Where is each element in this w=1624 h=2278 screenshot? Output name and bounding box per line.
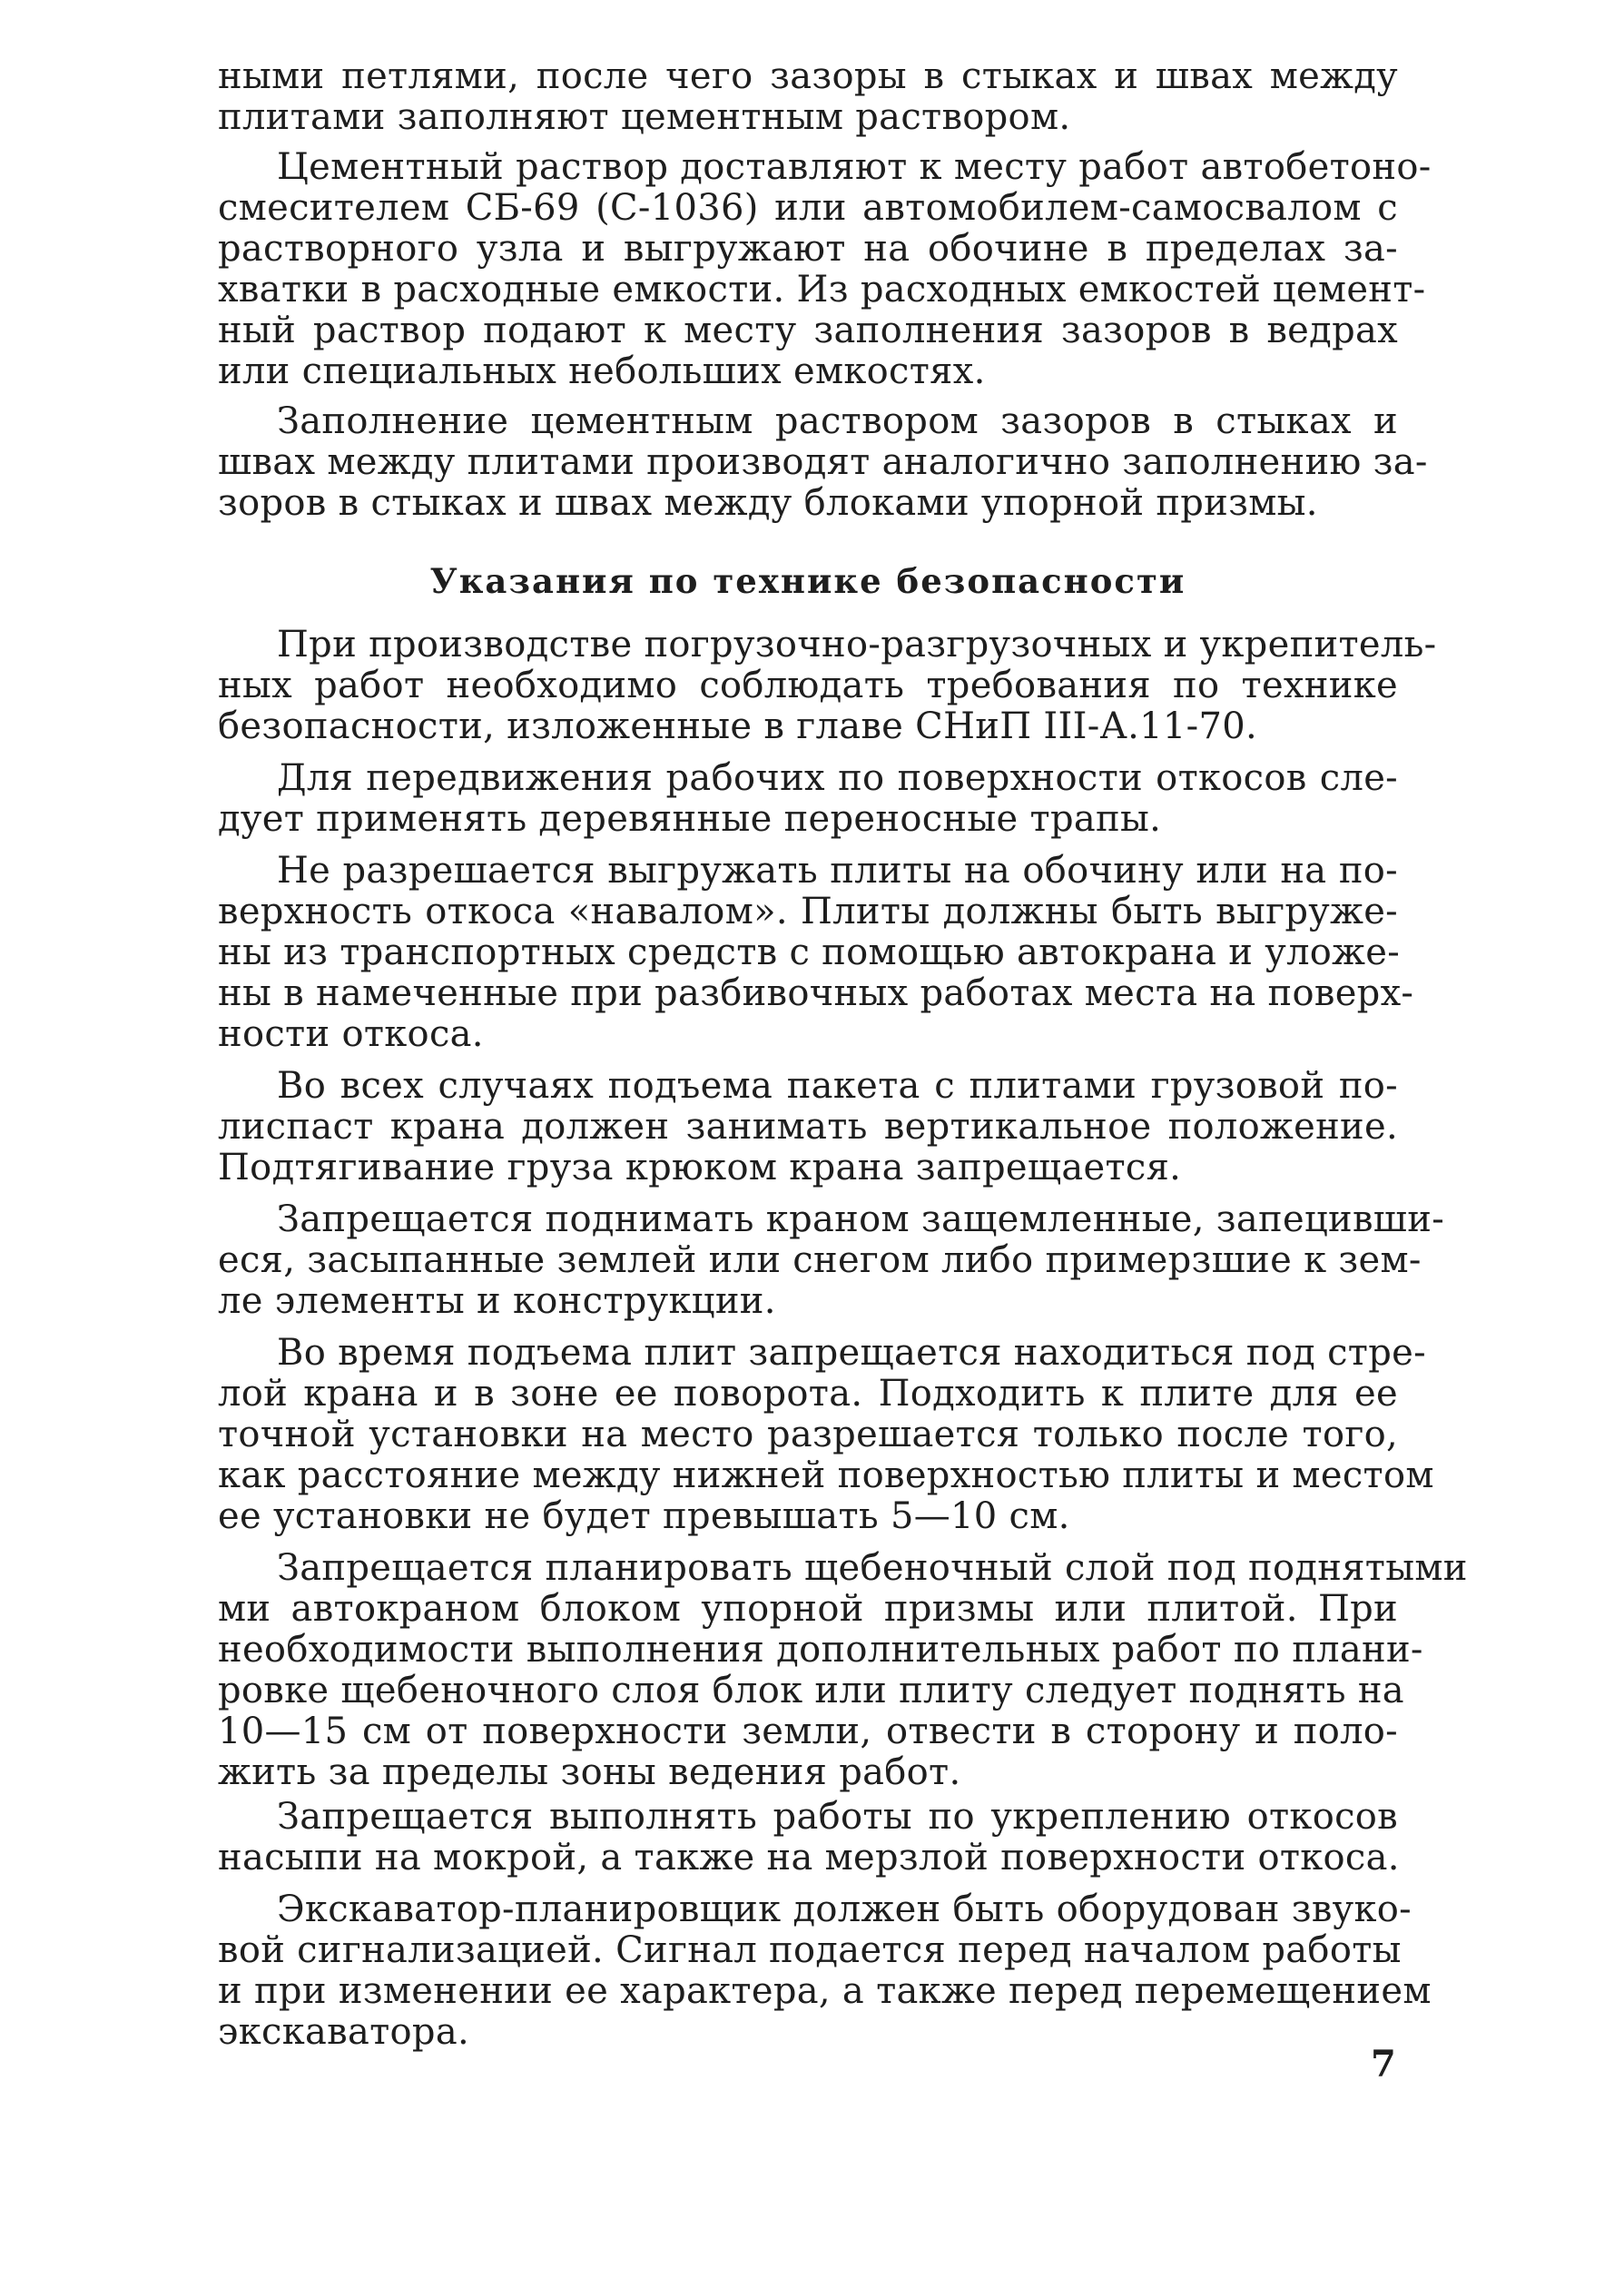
text-line: 10—15 см от поверхности земли, отвести в сторону и поло- bbox=[218, 1711, 1398, 1752]
paragraph bbox=[218, 1332, 1434, 1537]
text-line: и при изменении ее характера, а также перед перемещением bbox=[218, 1970, 1432, 2012]
text-line: дует применять деревянные переносные трапы. bbox=[218, 798, 1162, 840]
text-line: Для передвижения рабочих по поверхности откосов сле- bbox=[277, 757, 1398, 799]
text-line: безопасности, изложенные в главе СНиП III-А.11-70. bbox=[218, 705, 1257, 747]
text-line: верхность откоса «навалом». Плиты должны быть выгруже- bbox=[218, 891, 1398, 932]
text-line: При производстве погрузочно-разгрузочных и укрепитель- bbox=[277, 624, 1437, 666]
text-line: ее установки не будет превышать 5—10 см. bbox=[218, 1495, 1070, 1537]
intro-block bbox=[218, 55, 1432, 524]
text-line: точной установки на место разрешается только после того, bbox=[218, 1414, 1398, 1455]
text-line: лиспаст крана должен занимать вертикальное положение. bbox=[218, 1106, 1398, 1148]
text-line: жить за пределы зоны ведения работ. bbox=[218, 1751, 961, 1793]
text-line: Во всех случаях подъема пакета с плитами грузовой по- bbox=[277, 1065, 1398, 1107]
text-line: Подтягивание груза крюком крана запрещается. bbox=[218, 1147, 1182, 1188]
text-line: смесителем СБ-69 (С-1036) или автомобилем-самосвалом с bbox=[218, 187, 1398, 229]
text-line: Запрещается планировать щебеночный слой под поднятыми bbox=[277, 1547, 1468, 1589]
text-line: ны в намеченные при разбивочных работах места на поверх- bbox=[218, 972, 1414, 1014]
text-line: Во время подъема плит запрещается находиться под стре- bbox=[277, 1332, 1426, 1374]
paragraph bbox=[218, 56, 1398, 138]
text-line: зоров в стыках и швах между блоками упорной призмы. bbox=[218, 482, 1318, 524]
text-line: растворного узла и выгружают на обочине в пределах за- bbox=[218, 228, 1398, 270]
safety-block bbox=[218, 624, 1468, 2053]
text-line: ными петлями, после чего зазоры в стыках и швах между bbox=[218, 55, 1398, 97]
section-heading: Указания по технике безопасности bbox=[429, 561, 1186, 601]
text-line: ровке щебеночного слоя блок или плиту следует поднять на bbox=[218, 1670, 1404, 1711]
text-line: необходимости выполнения дополнительных работ по плани- bbox=[218, 1629, 1423, 1671]
text-line: плитами заполняют цементным раствором. bbox=[218, 96, 1071, 138]
text-line: Экскаватор-планировщик должен быть оборудован звуко- bbox=[277, 1888, 1412, 1930]
text-line: Запрещается выполнять работы по укреплению откосов bbox=[277, 1796, 1398, 1838]
text-line: Заполнение цементным раствором зазоров в стыках и bbox=[277, 400, 1398, 442]
text-line: ных работ необходимо соблюдать требования по технике bbox=[218, 665, 1398, 706]
text-line: швах между плитами производят аналогично заполнению за- bbox=[218, 441, 1428, 483]
text-line: ми автокраном блоком упорной призмы или плитой. При bbox=[218, 1588, 1398, 1630]
paragraph bbox=[218, 1888, 1432, 2053]
text-line: как расстояние между нижней поверхностью плиты и местом bbox=[218, 1455, 1434, 1496]
text-line: вой сигнализацией. Сигнал подается перед началом работы bbox=[218, 1929, 1402, 1971]
text-line: насыпи на мокрой, а также на мерзлой поверхности откоса. bbox=[218, 1837, 1400, 1879]
text-line: лой крана и в зоне ее поворота. Подходить к плите для ее bbox=[218, 1373, 1398, 1415]
text-line: ны из транспортных средств с помощью автокрана и уложе- bbox=[218, 932, 1401, 973]
text-line: ности откоса. bbox=[218, 1013, 484, 1055]
paragraph bbox=[218, 850, 1414, 1055]
paragraph bbox=[218, 1198, 1445, 1322]
text-line: ле элементы и конструкции. bbox=[218, 1280, 776, 1322]
text-line: ный раствор подают к месту заполнения зазоров в ведрах bbox=[218, 310, 1398, 351]
text-line: еся, засыпанные землей или снегом либо примерзшие к зем- bbox=[218, 1239, 1422, 1281]
text-line: экскаватора. bbox=[218, 2011, 469, 2053]
paragraph bbox=[218, 146, 1432, 392]
page-number: 7 bbox=[1371, 2043, 1396, 2086]
paragraph bbox=[218, 1797, 1398, 1879]
paragraph bbox=[218, 400, 1428, 524]
paragraph bbox=[218, 1066, 1398, 1188]
text-line: Цементный раствор доставляют к месту работ автобетоно- bbox=[277, 146, 1432, 188]
paragraph bbox=[218, 758, 1398, 840]
text-line: Не разрешается выгружать плиты на обочину или на по- bbox=[277, 850, 1398, 892]
text-line: Запрещается поднимать краном защемленные, запецивши- bbox=[277, 1198, 1445, 1240]
text-line: хватки в расходные емкости. Из расходных емкостей цемент- bbox=[218, 269, 1426, 311]
paragraph bbox=[218, 624, 1437, 747]
text-line: или специальных небольших емкостях. bbox=[218, 350, 986, 392]
paragraph bbox=[218, 1547, 1468, 1793]
